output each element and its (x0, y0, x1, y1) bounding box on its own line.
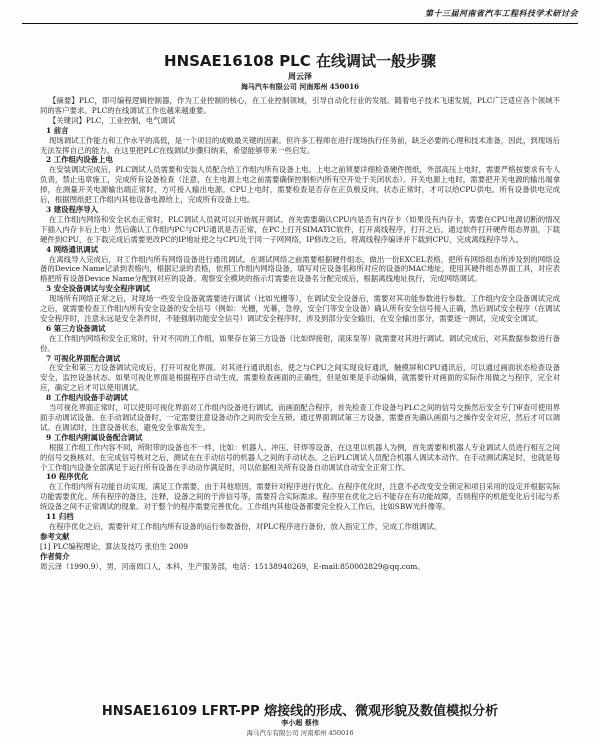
author-affiliation: 海马汽车有限公司 河南郑州 450016 (240, 82, 360, 91)
next-paper-author: 李小超 蔡伟 (281, 718, 319, 727)
section-text: 在工作组内网络和安全状态正常时，PLC调试人员就可以开始展开调试。首先需要确认CPU内是否有内存卡（如果没有内存卡，需要在CPU电源切断的情况下插入内存卡后上电）然后确认工作组内PC与CPU通讯是否正常，在PC上打开SIMATIC软件，打开离线程序，打开之后，通过软件打开硬件组态界面，下载硬件到CPU，在下载完成后需要更改PC的IP地址使之与CPU处于同一子网网络，IP修改之后，将离线程序编译并下载到CPU，完成离线程序导入。 (40, 214, 560, 244)
running-head: 第十三届河南省汽车工程科技学术研讨会 (425, 8, 578, 18)
section-heading: 2 工作组内设备上电 (46, 155, 113, 165)
section-text: 在离线导入完成后，对工作组内所有网络设备进行通讯调试。在调试网络之前需要根据硬件组态，做出一份EXCEL表格，把所有网络组态所涉及到的网络设备的Device Name记录到表格内，根据记录的表格，依照工作组内网络设备，填写对应设备名称所对应的设备的MAC地址，使用其硬件组态界面工具，对应表格把所有设备Device Name分配到对应的设备。观察安全模块的指示灯需要在设备名分配完成后，根据离线地址执行，完成网络调试。 (40, 254, 560, 284)
section-heading: 4 网络通讯调试 (46, 244, 99, 254)
section-text: 现场调试工作能力和工作水平的高低，是一个项目的成败最关键的因素。但许多工程师在进行现场执行任务前，缺乏必要的心理和技术准备，因此，到现场后无法发挥自己的能力。在这里把PLC在线调试步骤归纳来，希望能够带来一些启发。 (40, 135, 560, 155)
section-heading: 10 程序优化 (46, 472, 89, 482)
next-paper-title: HNSAE16109 LFRT-PP 熔接线的形成、微观形貌及数值模拟分析 (101, 704, 499, 719)
header-rule (22, 23, 578, 24)
author-bio: 周云泽（1990.9），男，河南周口人，本科，生产服务部，电话：15138940269，E-mail:850002829@qq.com。 (40, 561, 425, 571)
section-heading: 3 建设程序导入 (46, 204, 99, 214)
section-text: 当可视化界面正常时，可以使用可视化界面对工作组内设备进行调试。而画面配合程序，首先检查工作设备与PLC之间的信号交换然后安全专门审查可使用界面手动调试设备。在手动调试设备时，一定需要注意设备动作之间的安全互锁。通过界面调试第三方设备，需要首先确认画面与之操作安全对应，然后才可以调试。在调试时，注意设备状态，避免安全事故发生。 (40, 403, 560, 432)
section-heading: 6 第三方设备调试 (46, 323, 106, 333)
reference-item: [1] PLC编程理论，算法及技巧 张伯生 2009 (40, 541, 188, 551)
abstract: 【摘要】PLC，即可编程逻辑控制器，作为工业控制的核心，在工业控制领域，引导自动化行业的发展。随着电子技术飞速发展，PLC广泛适应各个领域不同的客户要求。PLC的在线调试工作也越来越重要。 (40, 96, 560, 115)
section-heading: 8 工作组内设备手动调试 (46, 393, 128, 403)
section-text: 根据工作组工作内容不同，所附带的设备也不一样，比如：机器人、冲压、钎焊等设备，在这里以机器人为例，首先需要和机器人专业调试人员进行相互之间的信号交换核对。在完成信号核对之后，测试在在手动信号的机器人之间的手动状态。之后PLC调试人员配合机器人调试本动作。在手动测试满足时，也就是每个工作组内设备全部满足于运行所有设备在手动动作满足时，可以依据相关所有设备自动调试自动安全正常工作。 (40, 442, 560, 472)
author-name: 周云泽 (288, 71, 312, 81)
bio-heading: 作者简介 (40, 551, 70, 561)
section-text: 在工作组内网络和安全正常时，针对不同的工作组，如果存在第三方设备（比如焊接钳，滚床泵等）就需要对其进行调试。调试完成后，对其数据参数进行备份。 (40, 333, 560, 353)
references-heading: 参考文献 (40, 531, 70, 541)
section-text: 在工作组内所有功能自动实现、满足工作需要，由于其他原因，需要针对程序进行优化。在程序优化时，注意不必改变安全锁定和项目采用的设定并根据实际功能需要优化。所有程序的备注，注释，设备之间的干涉信号等，需要符合实际需求。程序里在优化之后不能存在有功能故障，否则程序的机能变化后引起与系统设备之间不正常调试的现象。对于整个的程序需要完善优化。工作组内其他设备都要完全投入工作后，比如SBW光纤像等。 (40, 482, 560, 512)
paper-body (40, 96, 560, 572)
section-heading: 7 可视化界面配合调试 (46, 353, 121, 363)
section-text: 现场所有网络正常之后，对现场一些安全设备就需要进行调试（比如光栅等），在调试安全设备后，需要对其功能参数进行参数。工作组内安全设备调试完成之后，就需要检查工作组内所有安全设备的安全信号（例如：光栅，光幕，急停，安全门等安全设备）确认所有安全信号接入正确，然后调试安全程序（在调试安全程序时，注意永远是安全条件时，不能强制功能安全信号）调试安全程序时，涉及到部分安全输出，在安全输出部分，需要逐一测试，完成安全调试。 (40, 294, 560, 323)
keywords: 【关键词】PLC，工业控制，电气调试 (48, 115, 176, 125)
section-text: 在安装调试完成后，PLC调试人员需要和安装人员配合给工作组内所有设备上电。上电之前须要详细检查硬件图纸，外部高压上电时，需要严格按要求有专人负责，禁止违章施工，完成所有设备检查（注意，在主电源上电之前需要确保控制柜内所有空开处于关闭状态）。开关电源上电时，需要把开关电源的输出端拿掉，在测量开关电源输出端正常时，方可接入输出电源。CPU上电时，需要检查是否存在正负极反向，状态正常时，才可以给CPU供电。所有设备供电完成后，根据图纸把工作组内其他设备电源给上，完成所有设备上电。 (40, 165, 560, 205)
section-heading: 11 归档 (46, 512, 74, 522)
paper-title: HNSAE16108 PLC 在线调试一般步骤 (164, 52, 436, 70)
section-heading: 9 工作组内附属设备配合调试 (46, 432, 143, 442)
section-heading: 5 安全设备调试与安全程序调试 (46, 284, 150, 294)
section-text: 在程序优化之后，需要针对工作组内所有设备的运行参数备份，对PLC程序进行备份，放入指定工作，完成工作组调试。 (48, 521, 442, 531)
section-text: 在安全和第三方设备调试完成后，打开可视化界面。对其进行通讯组态，使之与CPU之间实现良好通讯，触摸屏和CPU通讯后，可以通过画面状态检查设备安全，监控设备状态。如果可视化界面是根据程序自动生成，需要检查画面的正确性，但是如果是手动编辑，就需要针对画面的实际作用做之与程序，完全对应，确定之后才可以使用调试。 (40, 363, 560, 393)
next-paper-affiliation: 海马汽车有限公司 河南郑州 450016 (246, 729, 354, 737)
section-heading: 1 前言 (46, 125, 69, 135)
